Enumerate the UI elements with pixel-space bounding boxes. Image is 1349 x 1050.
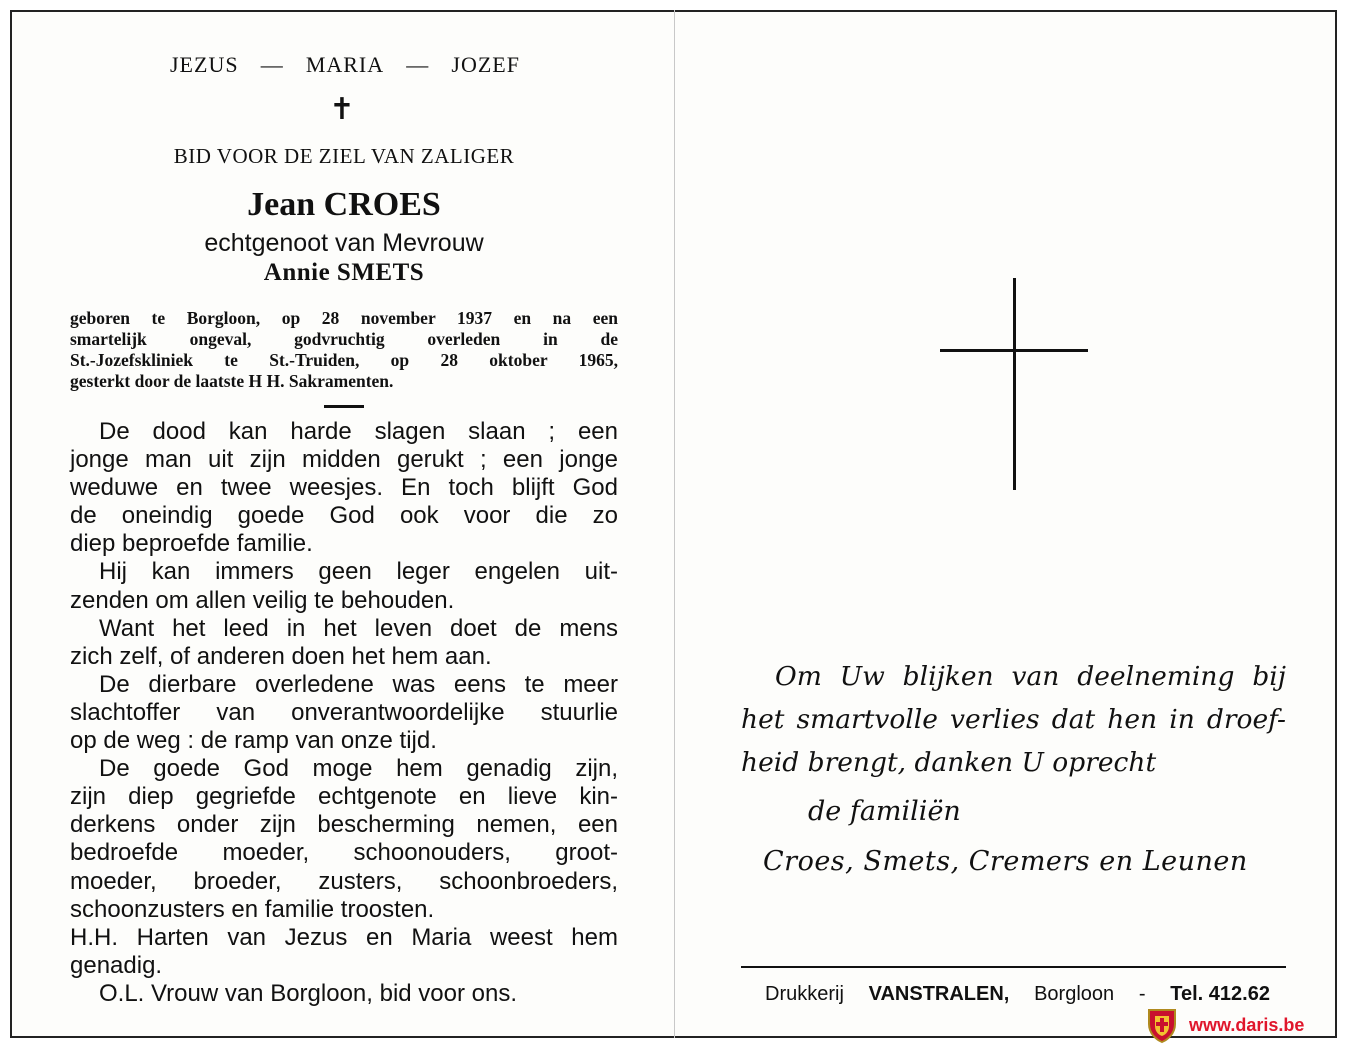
verse-line: De dierbare overledene was eens te meer [99, 670, 618, 698]
separator: — [260, 52, 284, 77]
separator: — [406, 52, 430, 77]
divider [324, 405, 364, 408]
name-jozef: JOZEF [451, 52, 520, 77]
bio-line: St.-Jozefskliniek te St.-Truiden, op 28 oktober 1965, [70, 350, 618, 370]
printer-name: VANSTRALEN, [868, 983, 1010, 1005]
families-label: de familiën [808, 796, 961, 827]
verse-line: De goede God moge hem genadig zijn, [99, 755, 618, 783]
fold-line [674, 10, 675, 1038]
verse-line: derkens onder zijn bescherming nemen, een [70, 811, 618, 839]
deceased-name: Jean CROES [247, 186, 441, 223]
verse-line: zich zelf, of anderen doen het hem aan. [70, 642, 492, 670]
spouse-name: Annie SMETS [263, 259, 425, 286]
verse-line: schoonzusters en familie troosten. [70, 895, 435, 923]
verse-line: zijn diep gegriefde echtgenote en lieve kin- [70, 783, 618, 811]
memorial-text [70, 418, 618, 1008]
thanks-line: het smartvolle verlies dat hen in droef- [741, 704, 1286, 735]
verse-line: diep beproefde familie. [70, 530, 313, 558]
printer-line [765, 983, 1270, 1006]
watermark-text: www.daris.be [1189, 1014, 1305, 1035]
printer-city: Borgloon [1034, 983, 1115, 1005]
verse-line: bedroefde moeder, schoonouders, groot- [70, 839, 618, 867]
verse-line: de oneindig goede God ook voor die zo [70, 502, 618, 530]
printer-dash: - [1138, 983, 1146, 1005]
verse-line: weduwe en twee weesjes. En toch blijft God [70, 474, 618, 502]
watermark [1145, 1005, 1304, 1045]
bio-line: geboren te Borgloon, op 28 november 1937 en na een [70, 308, 618, 328]
printer-tel: Tel. 412.62 [1170, 983, 1270, 1005]
name-jezus: JEZUS [170, 52, 239, 77]
cross-horizontal [940, 349, 1088, 352]
verse-line: O.L. Vrouw van Borgloon, bid voor ons. [99, 979, 518, 1007]
cross-icon: ✝ [329, 92, 355, 127]
verse-line: Hij kan immers geen leger engelen uit- [99, 558, 618, 586]
thanks-line: heid brengt, danken U oprecht [741, 747, 1157, 778]
families-names: Croes, Smets, Cremers en Leunen [763, 846, 1248, 877]
verse-line: moeder, broeder, zusters, schoonbroeders, [70, 867, 618, 895]
spouse-intro: echtgenoot van Mevrouw [204, 229, 484, 257]
footer-divider [741, 966, 1286, 968]
verse-line: Want het leed in het leven doet de mens [99, 614, 618, 642]
prayer-intro: BID VOOR DE ZIEL VAN ZALIGER [173, 144, 515, 168]
thanks-text [741, 655, 1286, 784]
bio-line: smartelijk ongeval, godvruchtig overleden in de [70, 329, 618, 349]
holy-names-line [170, 52, 520, 78]
verse-line: jonge man uit zijn midden gerukt ; een jonge [70, 446, 618, 474]
verse-line: zenden om allen veilig te behouden. [70, 586, 455, 614]
verse-line: slachtoffer van onverantwoordelijke stuurlie [70, 698, 618, 726]
biography [70, 308, 618, 392]
verse-line: De dood kan harde slagen slaan ; een [99, 418, 618, 445]
cross-vertical [1013, 278, 1016, 490]
printer-prefix: Drukkerij [765, 983, 844, 1005]
shield-logo-icon [1145, 1006, 1179, 1044]
verse-line: genadig. [70, 951, 163, 979]
thanks-line: Om Uw blijken van deelneming bij [775, 661, 1286, 692]
large-cross-icon [940, 278, 1090, 490]
bio-line: gesterkt door de laatste H H. Sakramenten. [70, 371, 394, 391]
name-maria: MARIA [305, 52, 385, 77]
verse-line: op de weg : de ramp van onze tijd. [70, 727, 437, 755]
verse-line: H.H. Harten van Jezus en Maria weest hem [70, 923, 618, 951]
